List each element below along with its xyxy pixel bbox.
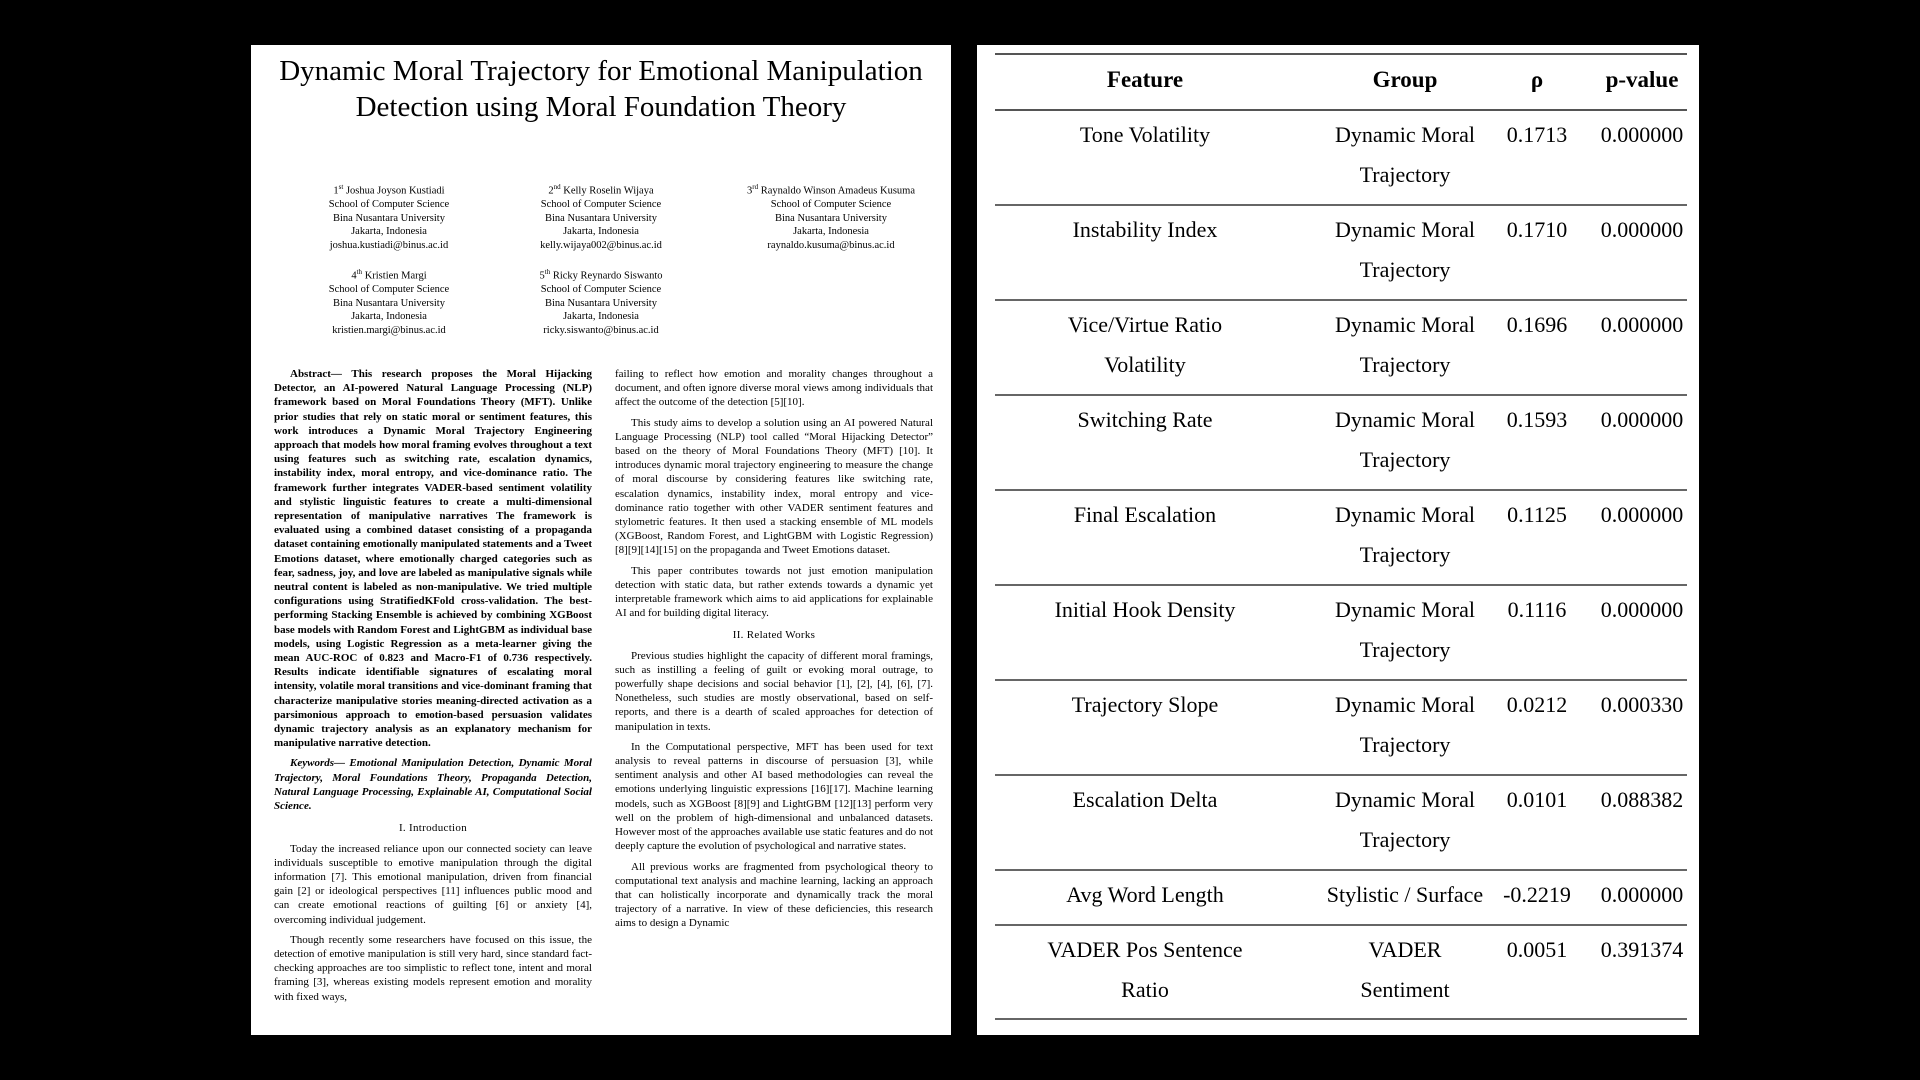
- cell-feature-line: Vice/Virtue Ratio: [1067, 312, 1223, 337]
- intro-paragraph-4: This study aims to develop a solution using an AI powered Natural Language Processing (NLP) tool called “Moral Hijacking Detector” based on the theory of Moral Foundations Theory (MFT) [10]. It introduces dynamic moral trajectory engineering to measure the change of moral discourse by considering features like switching rate, escalation dynamics, instability index, moral entropy and vice-dominance ratio together with other VADER sentiment features and stylometric features. It then used a stacking ensemble of ML models (XGBoost, Random Forest, and LightGBM with Logistic Regression) [8][9][14][15] on the propaganda and Tweet Emotions dataset.: [615, 416, 933, 557]
- cell-group-line: Dynamic Moral: [1335, 692, 1475, 717]
- cell-feature-line: Switching Rate: [1077, 407, 1213, 432]
- cell-group-line: Dynamic Moral: [1335, 217, 1475, 242]
- cell-rho: 0.1696: [1506, 312, 1568, 337]
- cell-group-line: Dynamic Moral: [1335, 122, 1475, 147]
- cell-group-line: Sentiment: [1360, 977, 1450, 1002]
- row-rule: [995, 774, 1687, 776]
- cell-p-value: 0.000330: [1600, 692, 1684, 717]
- cell-feature-line: VADER Pos Sentence: [1047, 937, 1243, 962]
- cell-feature: [995, 875, 1295, 915]
- header-rho: ρ: [1530, 67, 1544, 92]
- cell-p-value: 0.000000: [1600, 217, 1684, 242]
- row-rule: [995, 394, 1687, 396]
- cell-group-line: Trajectory: [1359, 637, 1451, 662]
- cell-group-line: Stylistic / Surface: [1326, 882, 1484, 907]
- cell-group-line: Dynamic Moral: [1335, 502, 1475, 527]
- cell-p-value: 0.000000: [1600, 882, 1684, 907]
- cell-group-line: Trajectory: [1359, 542, 1451, 567]
- row-rule: [995, 1018, 1687, 1020]
- related-paragraph-3: All previous works are fragmented from psychological theory to computational text analysis and machine learning, lacking an approach that can holistically incorporate and dynamically track the moral trajectory of a narrative. In view of these deficiencies, this research aims to design a Dynamic: [615, 860, 933, 930]
- cell-feature: [995, 305, 1295, 385]
- right-text-column: [615, 367, 933, 937]
- cell-feature: [995, 930, 1295, 1010]
- cell-rho: 0.1116: [1507, 597, 1567, 622]
- cell-group-line: Trajectory: [1359, 162, 1451, 187]
- row-rule: [995, 204, 1687, 206]
- cell-p-value: 0.000000: [1600, 407, 1684, 432]
- cell-p-value: 0.000000: [1600, 312, 1684, 337]
- header-feature: Feature: [1106, 67, 1184, 92]
- row-rule: [995, 489, 1687, 491]
- header-rule: [995, 109, 1687, 111]
- cell-feature: [995, 115, 1295, 155]
- cell-rho: 0.1593: [1506, 407, 1568, 432]
- cell-feature-line: Initial Hook Density: [1054, 597, 1236, 622]
- cell-feature: [995, 400, 1295, 440]
- cell-group-line: Trajectory: [1359, 257, 1451, 282]
- intro-paragraph-2: Though recently some researchers have focused on this issue, the detection of emotive manipulation is still very hard, since standard fact-checking approaches are too simplistic to reflect tone, intent and moral framing [3], whereas existing models represent emotion and morality with fixed ways,: [274, 933, 592, 1003]
- cell-rho: -0.2219: [1503, 882, 1571, 907]
- row-rule: [995, 679, 1687, 681]
- related-paragraph-1: Previous studies highlight the capacity of different moral framings, such as instilling a feeling of guilt or evoking moral outrage, to powerfully shape decisions and social behavior [1], [2], [4], [6], [7]. Nonetheless, such studies are mostly observational, based on self-reports, and there is a dearth of scaled approaches for detection of manipulation in texts.: [615, 649, 933, 733]
- author-block-4: 4th Kristien Margi School of Computer Science Bina Nusantara University Jakarta, Indonesia kristien.margi@binus.ac.id: [328, 268, 450, 336]
- author-block-5: 5th Ricky Reynardo Siswanto School of Computer Science Bina Nusantara University Jakarta, Indonesia ricky.siswanto@binus.ac.id: [539, 268, 663, 336]
- cell-rho: 0.1713: [1506, 122, 1568, 147]
- header-group: Group: [1372, 67, 1438, 92]
- cell-p-value: 0.391374: [1600, 937, 1684, 962]
- cell-group-line: Trajectory: [1359, 732, 1451, 757]
- cell-feature: [995, 210, 1295, 250]
- section-title-related-works: II. Related Works: [732, 629, 816, 642]
- cell-feature: [995, 495, 1295, 535]
- cell-feature-line: Avg Word Length: [1066, 882, 1224, 907]
- row-rule: [995, 924, 1687, 926]
- left-text-column: [274, 367, 592, 1010]
- cell-feature-line: Trajectory Slope: [1071, 692, 1219, 717]
- cell-group-line: Dynamic Moral: [1335, 312, 1475, 337]
- intro-paragraph-3: failing to reflect how emotion and morality changes throughout a document, and often ignore diverse moral views among individuals that affect the outcome of the detection [5][10].: [615, 368, 933, 409]
- cell-feature-line: Tone Volatility: [1079, 122, 1211, 147]
- cell-group-line: Trajectory: [1359, 827, 1451, 852]
- cell-feature: [995, 590, 1295, 630]
- cell-group-line: Dynamic Moral: [1335, 787, 1475, 812]
- cell-group-line: Dynamic Moral: [1335, 597, 1475, 622]
- author-block-1: 1st Joshua Joyson Kustiadi School of Computer Science Bina Nusantara University Jakarta, Indonesia joshua.kustiadi@binus.ac.id: [328, 183, 450, 251]
- section-title-introduction: I. Introduction: [398, 822, 468, 835]
- keywords: Keywords— Emotional Manipulation Detection, Dynamic Moral Trajectory, Moral Foundations Theory, Propaganda Detection, Natural Language Processing, Explainable AI, Computational Social Science.: [274, 757, 592, 813]
- cell-feature-line: Ratio: [1121, 977, 1169, 1002]
- cell-feature: [995, 780, 1295, 820]
- header-p-value: p-value: [1605, 67, 1679, 92]
- cell-rho: 0.0051: [1506, 937, 1568, 962]
- cell-rho: 0.1125: [1507, 502, 1567, 527]
- cell-feature-line: Escalation Delta: [1072, 787, 1218, 812]
- author-block-3: 3rd Raynaldo Winson Amadeus Kusuma School of Computer Science Bina Nusantara University Jakarta, Indonesia raynaldo.kusuma@binus.ac.id: [747, 183, 915, 251]
- cell-feature-line: Volatility: [1104, 352, 1186, 377]
- cell-group-line: Trajectory: [1359, 352, 1451, 377]
- cell-group-line: Dynamic Moral: [1335, 407, 1475, 432]
- cell-feature: [995, 685, 1295, 725]
- table-top-rule: [995, 53, 1687, 55]
- cell-group-line: Trajectory: [1359, 447, 1451, 472]
- cell-feature-line: Instability Index: [1072, 217, 1218, 242]
- cell-p-value: 0.088382: [1600, 787, 1684, 812]
- paper-title: Dynamic Moral Trajectory for Emotional Manipulation Detection using Moral Foundation Theory: [279, 55, 923, 123]
- abstract: Abstract— This research proposes the Moral Hijacking Detector, an AI-powered Natural Language Processing (NLP) framework based on Moral Foundations Theory (MFT). Unlike prior studies that rely on static moral or sentiment features, this work introduces a Dynamic Moral Trajectory Engineering approach that models how moral framing evolves throughout a text using features such as switching rate, escalation dynamics, instability index, moral entropy, and vice-dominance ratio. The framework further integrates VADER-based sentiment volatility and stylistic linguistic features to create a multi-dimensional representation of manipulative narratives The framework is evaluated using a combined dataset consisting of a propaganda dataset containing emotionally manipulated statements and a Tweet Emotions dataset, where emotionally charged categories such as fear, sadness, joy, and love are labeled as manipulative signals while neutral content is labeled as non-manipulative. We tried multiple configurations using StratifiedKFold cross-validation. The best-performing Stacking Ensemble is achieved by combining XGBoost base models with Random Forest and LightGBM as individual base models, using Logistic Regression as a meta-learner giving the mean AUC-ROC of 0.823 and Macro-F1 of 0.736 respectively. Results indicate identifiable signatures of escalating moral intensity, volatile moral transitions and vice-dominant framing that characterize manipulative stories meaning-directed activation as a parsimonious approach to emotion-based persuasion validates dynamic trajectory analysis as an explanatory mechanism for manipulative narrative detection.: [274, 368, 592, 750]
- row-rule: [995, 869, 1687, 871]
- cell-group-line: VADER: [1368, 937, 1442, 962]
- cell-rho: 0.0101: [1506, 787, 1568, 812]
- cell-rho: 0.0212: [1506, 692, 1568, 717]
- cell-p-value: 0.000000: [1600, 502, 1684, 527]
- cell-p-value: 0.000000: [1600, 597, 1684, 622]
- cell-rho: 0.1710: [1506, 217, 1568, 242]
- related-paragraph-2: In the Computational perspective, MFT has been used for text analysis to reveal patterns in discourse of persuasion [3], while sentiment analysis and other AI based methodologies can reveal the emotions underlying linguistic expressions [16][17]. Machine learning models, such as XGBoost [8][9] and LightGBM [12][13] perform very well on the problem of high-dimensional and unbalanced datasets. However most of the approaches available use static features and do not deeply capture the evolution of psychological and narrative states.: [615, 740, 933, 853]
- author-block-2: 2nd Kelly Roselin Wijaya School of Computer Science Bina Nusantara University Jakarta, Indonesia kelly.wijaya002@binus.ac.id: [540, 183, 662, 251]
- intro-paragraph-5: This paper contributes towards not just emotion manipulation detection with static data, but rather extends towards a dynamic yet interpretable framework which aims to aid applications for explainable AI and for building digital literacy.: [615, 564, 933, 620]
- row-rule: [995, 584, 1687, 586]
- table-page: [977, 45, 1699, 1035]
- cell-p-value: 0.000000: [1600, 122, 1684, 147]
- cell-feature-line: Final Escalation: [1073, 502, 1217, 527]
- paper-page: [251, 45, 951, 1035]
- row-rule: [995, 299, 1687, 301]
- intro-paragraph-1: Today the increased reliance upon our connected society can leave individuals susceptible to emotive manipulation through the digital information [7]. This emotional manipulation, driven from financial gain [2] or ideological perspectives [11] influences public mood and can create emotional reactions of guilting [6] or anxiety [4], overcoming individual judgement.: [274, 842, 592, 926]
